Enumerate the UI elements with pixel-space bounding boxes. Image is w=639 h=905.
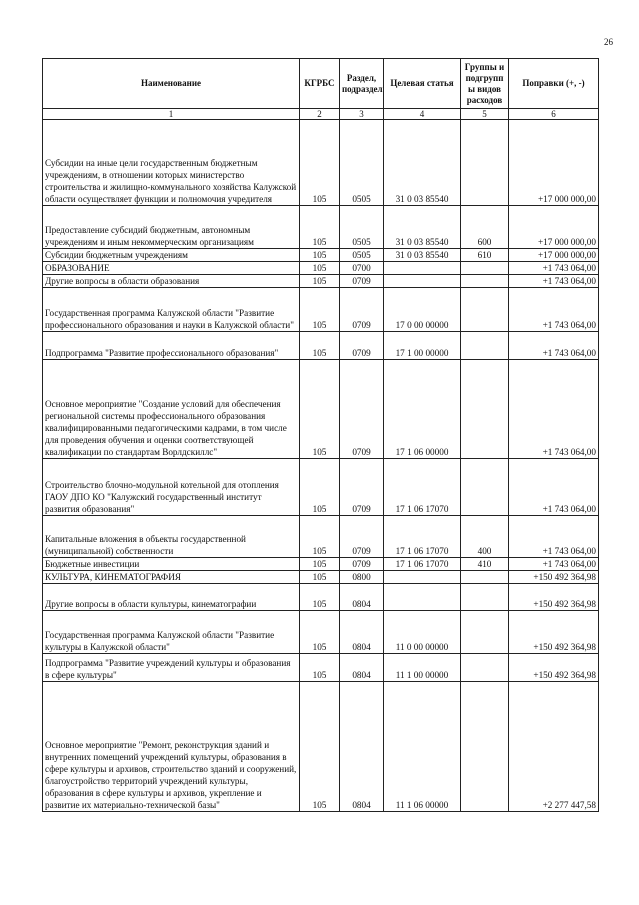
row-target: 31 0 03 85540 [384,249,461,262]
table-row [43,584,599,611]
header-name: Наименование [43,59,300,109]
header-kgrbs: КГРБС [300,59,340,109]
row-kgrbs: 105 [300,120,340,206]
row-target: 17 1 06 17070 [384,516,461,558]
row-amount: +17 000 000,00 [509,120,599,206]
row-name: Субсидии бюджетным учреждениям [43,249,300,262]
row-kgrbs: 105 [300,332,340,360]
row-name: Бюджетные инвестиции [43,558,300,571]
table-row [43,360,599,459]
row-kgrbs: 105 [300,682,340,812]
row-amount: +1 743 064,00 [509,275,599,288]
table-row [43,611,599,654]
column-number: 4 [384,109,461,120]
row-group [461,682,509,812]
row-target: 31 0 03 85540 [384,206,461,249]
row-section: 0804 [340,654,384,682]
row-target [384,571,461,584]
row-name: Другие вопросы в области культуры, кинематографии [43,584,300,611]
row-group: 610 [461,249,509,262]
budget-amendments-table [42,58,599,812]
table-row [43,459,599,516]
row-group [461,360,509,459]
table-row [43,558,599,571]
row-target [384,584,461,611]
row-group: 600 [461,206,509,249]
table-row [43,275,599,288]
row-section: 0804 [340,611,384,654]
row-amount: +1 743 064,00 [509,516,599,558]
header-target: Целевая статья [384,59,461,109]
row-section: 0709 [340,275,384,288]
column-number: 3 [340,109,384,120]
row-amount: +1 743 064,00 [509,288,599,332]
row-section: 0709 [340,360,384,459]
table-row [43,516,599,558]
row-section: 0709 [340,459,384,516]
row-section: 0709 [340,288,384,332]
row-kgrbs: 105 [300,249,340,262]
row-name: Субсидии на иные цели государственным бюджетным учреждениям, в отношении которых министерство строительства и жилищно-коммунального хозяйства Калужской области осуществляет функции и полномочия учредителя [43,120,300,206]
table-row [43,120,599,206]
row-section: 0709 [340,516,384,558]
row-target: 17 1 06 00000 [384,360,461,459]
row-group [461,571,509,584]
row-name: КУЛЬТУРА, КИНЕМАТОГРАФИЯ [43,571,300,584]
row-kgrbs: 105 [300,611,340,654]
row-amount: +1 743 064,00 [509,262,599,275]
row-target: 17 1 06 17070 [384,558,461,571]
row-amount: +150 492 364,98 [509,611,599,654]
row-name: Другие вопросы в области образования [43,275,300,288]
row-kgrbs: 105 [300,360,340,459]
column-number: 5 [461,109,509,120]
page-number: 26 [604,37,613,47]
row-amount: +17 000 000,00 [509,249,599,262]
row-target: 17 1 00 00000 [384,332,461,360]
row-section: 0800 [340,571,384,584]
row-group [461,611,509,654]
row-target: 17 1 06 17070 [384,459,461,516]
table-row [43,262,599,275]
row-amount: +150 492 364,98 [509,584,599,611]
column-number-row [43,109,599,120]
row-section: 0804 [340,682,384,812]
table-row [43,682,599,812]
row-group [461,584,509,611]
table-row [43,571,599,584]
row-section: 0505 [340,120,384,206]
row-group [461,332,509,360]
row-group: 400 [461,516,509,558]
row-target: 31 0 03 85540 [384,120,461,206]
table-row [43,288,599,332]
table-row [43,249,599,262]
table-header-row [43,59,599,109]
row-group [461,120,509,206]
row-target: 11 1 00 00000 [384,654,461,682]
column-number: 6 [509,109,599,120]
row-target: 17 0 00 00000 [384,288,461,332]
row-section: 0709 [340,332,384,360]
row-amount: +17 000 000,00 [509,206,599,249]
header-amendments: Поправки (+, -) [509,59,599,109]
column-number: 2 [300,109,340,120]
row-section: 0709 [340,558,384,571]
column-number: 1 [43,109,300,120]
row-kgrbs: 105 [300,516,340,558]
row-target [384,262,461,275]
row-amount: +1 743 064,00 [509,459,599,516]
row-kgrbs: 105 [300,558,340,571]
row-kgrbs: 105 [300,288,340,332]
row-name: Подпрограмма "Развитие профессионального образования" [43,332,300,360]
row-kgrbs: 105 [300,654,340,682]
table-row [43,654,599,682]
row-kgrbs: 105 [300,206,340,249]
header-section: Раздел, подраздел [340,59,384,109]
row-amount: +1 743 064,00 [509,558,599,571]
table-row [43,206,599,249]
row-name: Предоставление субсидий бюджетным, автономным учреждениям и иным некоммерческим организациям [43,206,300,249]
row-name: Строительство блочно-модульной котельной для отопления ГАОУ ДПО КО "Калужский государственный институт развития образования" [43,459,300,516]
row-group [461,654,509,682]
row-group [461,262,509,275]
row-name: Государственная программа Калужской области "Развитие профессионального образования и науки в Калужской области" [43,288,300,332]
row-group [461,288,509,332]
row-target: 11 0 00 00000 [384,611,461,654]
row-name: Основное мероприятие "Ремонт, реконструкция зданий и внутренних помещений учреждений культуры, образования в сфере культуры и архивов, строительство зданий и сооружений, благоустройство территорий учреждений культуры, образования в сфере культуры и архивов, укрепление и развитие их материально-технической базы" [43,682,300,812]
row-group: 410 [461,558,509,571]
row-name: ОБРАЗОВАНИЕ [43,262,300,275]
table-row [43,332,599,360]
row-name: Капитальные вложения в объекты государственной (муниципальной) собственности [43,516,300,558]
row-group [461,459,509,516]
header-groups: Группы и подгрупп ы видов расходов [461,59,509,109]
row-section: 0804 [340,584,384,611]
row-amount: +150 492 364,98 [509,654,599,682]
row-kgrbs: 105 [300,262,340,275]
row-group [461,275,509,288]
row-kgrbs: 105 [300,459,340,516]
row-section: 0505 [340,206,384,249]
row-target [384,275,461,288]
row-section: 0700 [340,262,384,275]
row-amount: +150 492 364,98 [509,571,599,584]
row-name: Подпрограмма "Развитие учреждений культуры и образования в сфере культуры" [43,654,300,682]
row-kgrbs: 105 [300,571,340,584]
row-kgrbs: 105 [300,275,340,288]
row-amount: +1 743 064,00 [509,360,599,459]
row-amount: +2 277 447,58 [509,682,599,812]
row-amount: +1 743 064,00 [509,332,599,360]
row-target: 11 1 06 00000 [384,682,461,812]
row-section: 0505 [340,249,384,262]
row-kgrbs: 105 [300,584,340,611]
row-name: Государственная программа Калужской области "Развитие культуры в Калужской области" [43,611,300,654]
row-name: Основное мероприятие "Создание условий для обеспечения региональной системы профессионального образования квалифицированными педагогическими кадрами, в том числе для проведения обучения и оценки соответствующей квалификации по стандартам Ворлдскиллс" [43,360,300,459]
